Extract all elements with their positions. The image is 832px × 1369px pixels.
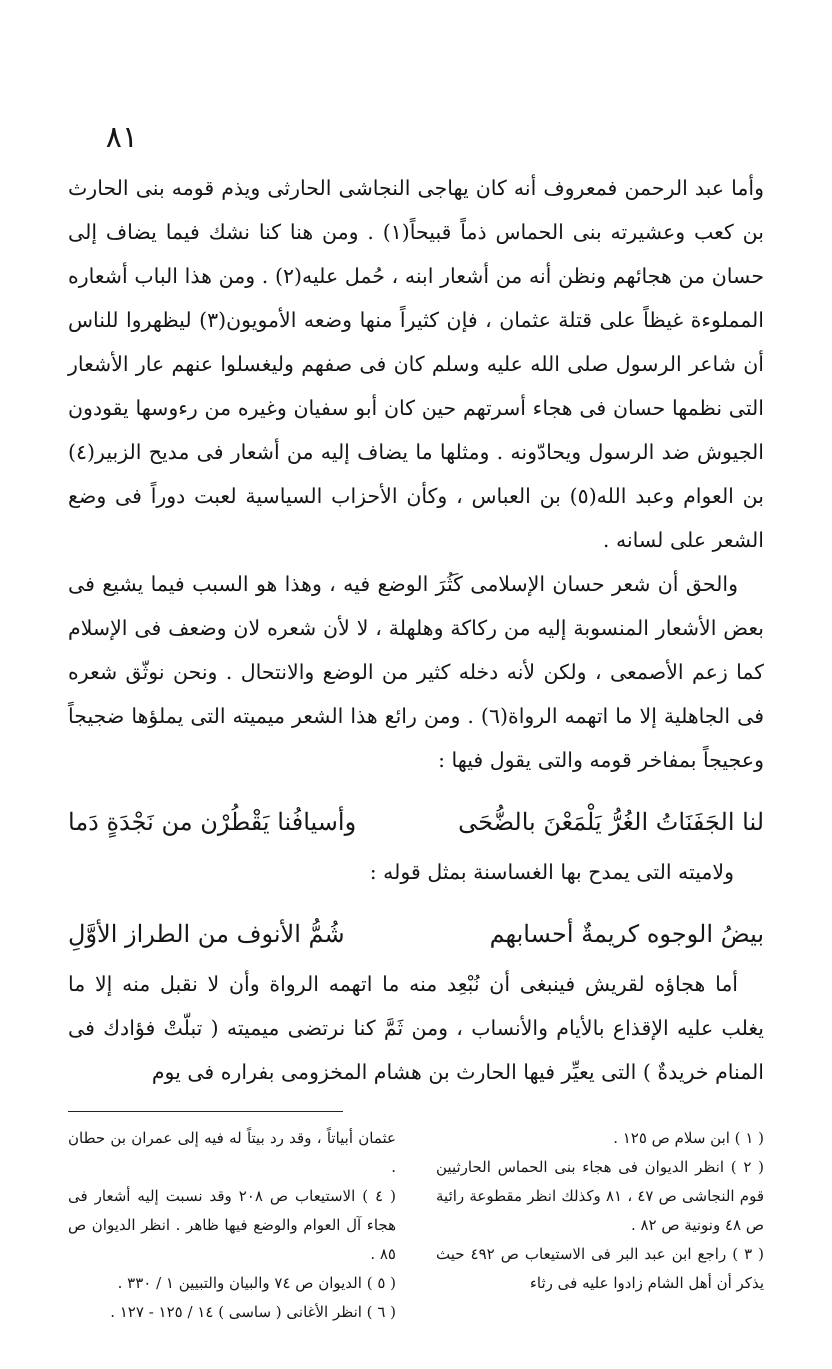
- main-text: [68, 166, 764, 1094]
- footnote-6: ( ٦ ) انظر الأغانى ( ساسى ) ١٤ / ١٢٥ - ١٢٧ .: [110, 1303, 396, 1321]
- footnote-separator: [68, 1111, 343, 1112]
- verse-2-first-hemistich: بيضُ الوجوه كريمةٌ أحسابهم: [489, 920, 764, 948]
- verse-2-intro: ولاميته التى يمدح بها الغساسنة بمثل قوله :: [369, 860, 734, 884]
- verse-1-second-hemistich: وأسيافُنا يَقْطُرْن من نَجْدَةٍ دَما: [68, 808, 357, 836]
- verse-1-first-hemistich: لنا الجَفَنَاتُ الغُرُّ يَلْمَعْنَ بالضُّحَى: [458, 808, 764, 836]
- verse-2: [68, 906, 764, 962]
- footnote-3-continued: عثمان أبياتاً ، وقد رد بيتاً له فيه إلى عمران بن حطان .: [68, 1129, 396, 1176]
- footnote-2: ( ٢ ) انظر الديوان فى هجاء بنى الحماس الحارثيين قوم النجاشى ص ٤٧ ، ٨١ وكذلك انظر مقطوعة رائية ص ٤٨ ونونية ص ٨٢ .: [436, 1158, 764, 1234]
- page-number: ٨١: [105, 120, 138, 155]
- footnote-3: ( ٣ ) راجع ابن عبد البر فى الاستيعاب ص ٤٩٢ حيث يذكر أن أهل الشام زادوا عليه فى رثاء: [436, 1245, 765, 1292]
- footnotes: [68, 1124, 764, 1327]
- paragraph-1: وأما عبد الرحمن فمعروف أنه كان يهاجى النجاشى الحارثى ويذم قومه بنى الحارث بن كعب وعشيرته بنى الحماس ذماً قبيحاً(١) . ومن هنا كنا نشك فيما يضاف إلى حسان من هجائهم ونظن أنه من أشعار ابنه ، حُمل عليه(٢) . ومن هذا الباب أشعاره المملوءة غيظاً على قتلة عثمان ، فإن كثيراً منها وضعه الأمويون(٣) ليظهروا للناس أن شاعر الرسول صلى الله عليه وسلم كان فى صفهم وليغسلوا عنهم عار الأشعار التى نظمها حسان فى هجاء أسرتهم حين كان أبو سفيان وغيره من رءوسها يقودون الجيوش ضد الرسول ويحادّونه . ومثلها ما يضاف إليه من أشعار فى مديح الزبير(٤) بن العوام وعبد الله(٥) بن العباس ، وكأن الأحزاب السياسية لعبت دوراً فى وضع الشعر على لسانه .: [68, 176, 765, 552]
- footnote-5: ( ٥ ) الديوان ص ٧٤ والبيان والتبيين ١ / ٣٣٠ .: [117, 1274, 396, 1292]
- footnotes-left-column: [68, 1124, 396, 1327]
- paragraph-2: والحق أن شعر حسان الإسلامى كَثُرَ الوضع فيه ، وهذا هو السبب فيما يشيع فى بعض الأشعار المنسوبة إليه من ركاكة وهلهلة ، لا لأن شعره لان وضعف فى الإسلام كما زعم الأصمعى ، ولكن لأنه دخله كثير من الوضع والانتحال . ونحن نوثّق شعره فى الجاهلية إلا ما اتهمه الرواة(٦) . ومن رائع هذا الشعر ميميته التى يملؤها ضجيجاً وعجيجاً بمفاخر قومه والتى يقول فيها :: [68, 572, 764, 772]
- footnote-1: ( ١ ) ابن سلام ص ١٢٥ .: [613, 1129, 764, 1147]
- footnotes-right-column: [436, 1124, 764, 1327]
- verse-2-second-hemistich: شُمُّ الأنوف من الطراز الأوَّلِ: [68, 920, 345, 948]
- footnote-4: ( ٤ ) الاستيعاب ص ٢٠٨ وقد نسبت إليه أشعار فى هجاء آل العوام والوضع فيها ظاهر . انظر الديوان ص ٨٥ .: [68, 1187, 396, 1263]
- verse-1: [68, 794, 764, 850]
- paragraph-3: أما هجاؤه لقريش فينبغى أن نُبْعِد منه ما اتهمه الرواة وأن لا نقبل منه إلا ما يغلب عليه الإقذاع بالأيام والأنساب ، ومن ثَمَّ كنا نرتضى ميميته ( تبلّتْ فؤادك فى المنام خريدةٌ ) التى يعيِّر فيها الحارث بن هشام المخزومى بفراره فى يوم: [68, 972, 764, 1084]
